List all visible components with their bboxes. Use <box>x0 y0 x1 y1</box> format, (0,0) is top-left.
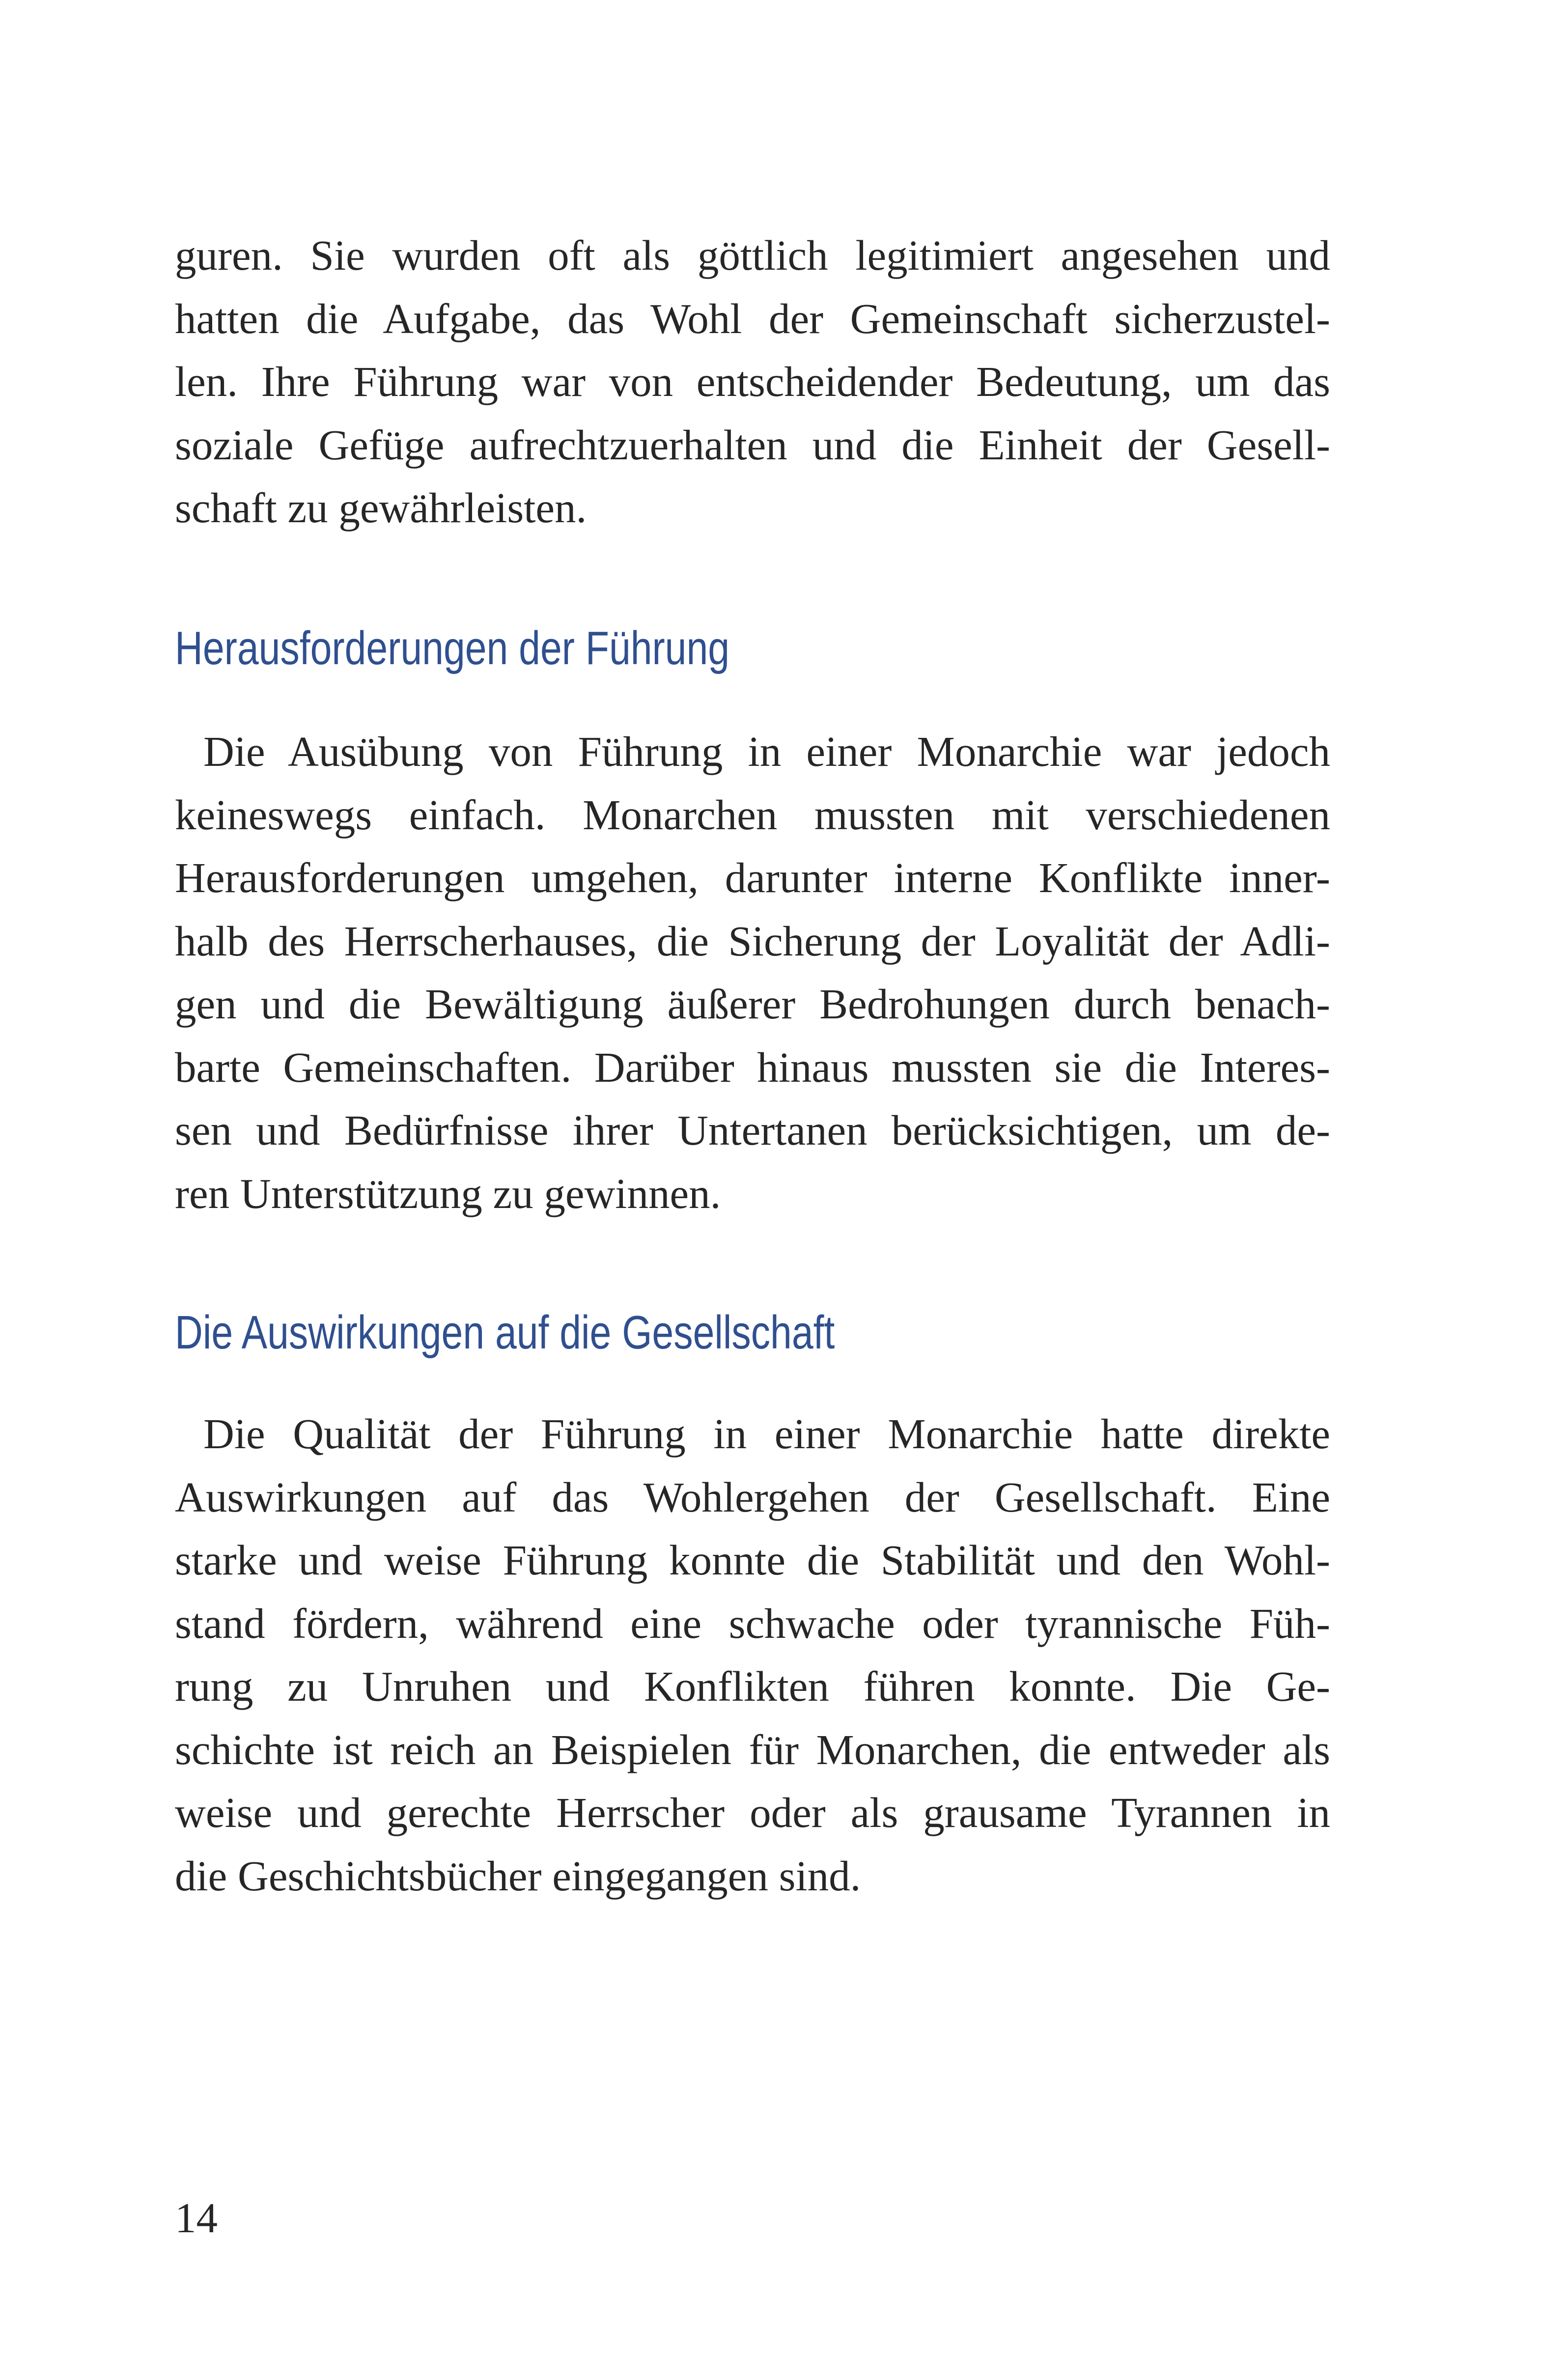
paragraph-continuation <box>175 224 1330 540</box>
text-line: weise und gerechte Herrscher oder als grausame Tyrannen in <box>175 1789 1330 1836</box>
text-line: halb des Herrscherhauses, die Sicherung der Loyalität der Adli- <box>175 917 1330 965</box>
text-line: starke und weise Führung konnte die Stabilität und den Wohl- <box>175 1536 1330 1584</box>
text-line: hatten die Aufgabe, das Wohl der Gemeinschaft sicherzustel- <box>175 294 1330 342</box>
text-line: die Geschichtsbücher eingegangen sind. <box>175 1852 861 1900</box>
text-line: soziale Gefüge aufrechtzuerhalten und die Einheit der Gesell- <box>175 421 1330 469</box>
text-line: gen und die Bewältigung äußerer Bedrohungen durch benach- <box>175 980 1330 1028</box>
text-line: len. Ihre Führung war von entscheidender Bedeutung, um das <box>175 358 1330 405</box>
text-line: schichte ist reich an Beispielen für Monarchen, die entweder als <box>175 1725 1330 1773</box>
text-line: sen und Bedürfnisse ihrer Untertanen berücksichtigen, um de- <box>175 1106 1330 1154</box>
text-line: stand fördern, während eine schwache oder tyrannische Füh- <box>175 1599 1330 1647</box>
text-line: Die Qualität der Führung in einer Monarchie hatte direkte <box>203 1410 1330 1458</box>
paragraph-challenges <box>175 720 1330 1225</box>
text-line: barte Gemeinschaften. Darüber hinaus mussten sie die Interes- <box>175 1043 1330 1091</box>
text-line: rung zu Unruhen und Konflikten führen konnte. Die Ge- <box>175 1662 1330 1710</box>
section-heading-impact: Die Auswirkungen auf die Gesellschaft <box>175 1306 835 1359</box>
page-number: 14 <box>175 2194 218 2242</box>
text-line: Die Ausübung von Führung in einer Monarchie war jedoch <box>203 728 1330 775</box>
text-line: schaft zu gewährleisten. <box>175 484 587 532</box>
text-line: Herausforderungen umgehen, darunter interne Konflikte inner- <box>175 854 1330 901</box>
text-line: keineswegs einfach. Monarchen mussten mit verschiedenen <box>175 790 1330 839</box>
section-heading-challenges: Herausforderungen der Führung <box>175 622 730 674</box>
text-line: Auswirkungen auf das Wohlergehen der Gesellschaft. Eine <box>175 1473 1330 1521</box>
text-line: guren. Sie wurden oft als göttlich legitimiert angesehen und <box>175 231 1330 279</box>
paragraph-impact <box>175 1403 1330 1908</box>
text-line: ren Unterstützung zu gewinnen. <box>175 1169 721 1217</box>
